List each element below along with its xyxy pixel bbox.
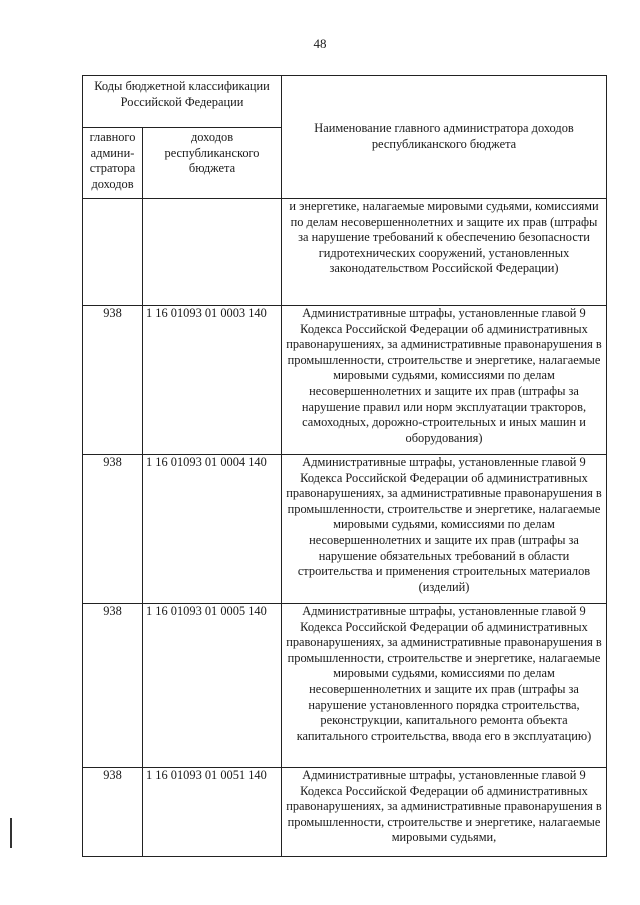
description-cell: Административные штрафы, установленные главой 9 Кодекса Российской Федерации об административных правонарушениях, за административные правонарушения в промышленности, строительстве и энергетике, налагаемые мировыми судьями, комиссиями по делам несовершеннолетних и защите их прав (штрафы за нарушение обязательных требований в области строительства и применения строительных материалов (изделий) — [282, 455, 607, 604]
table-row — [83, 768, 607, 857]
table-row — [83, 455, 607, 604]
table-row — [83, 306, 607, 455]
admin-code-cell: 938 — [83, 604, 143, 768]
table-row-continuation — [83, 199, 607, 306]
budget-classification-table — [82, 75, 607, 857]
table-row — [83, 604, 607, 768]
admin-code-cell — [83, 199, 143, 306]
revenue-code-cell: 1 16 01093 01 0051 140 — [143, 768, 282, 857]
header-administrator-name: Наименование главного администратора доходов республиканского бюджета — [282, 76, 607, 199]
scan-edge-mark — [10, 818, 12, 848]
revenue-code-cell: 1 16 01093 01 0005 140 — [143, 604, 282, 768]
page-number: 48 — [313, 36, 327, 51]
revenue-code-cell — [143, 199, 282, 306]
description-cell: Административные штрафы, установленные главой 9 Кодекса Российской Федерации об административных правонарушениях, за административные правонарушения в промышленности, строительстве и энергетике, налагаемые мировыми судьями, комиссиями по делам несовершеннолетних и защите их прав (штрафы за нарушение правил или норм эксплуатации тракторов, самоходных, дорожно-строительных и иных машин и оборудования) — [282, 306, 607, 455]
description-cell: Административные штрафы, установленные главой 9 Кодекса Российской Федерации об административных правонарушениях, за административные правонарушения в промышленности, строительстве и энергетике, налагаемые мировыми судьями, — [282, 768, 607, 857]
table-header-row — [83, 76, 607, 128]
revenue-code-cell: 1 16 01093 01 0004 140 — [143, 455, 282, 604]
description-cell: Административные штрафы, установленные главой 9 Кодекса Российской Федерации об административных правонарушениях, за административные правонарушения в промышленности, строительстве и энергетике, налагаемые мировыми судьями, комиссиями по делам несовершеннолетних и защите их прав (штрафы за нарушение установленного порядка строительства, реконструкции, капитального ремонта объекта капитального строительства, ввода его в эксплуатацию) — [282, 604, 607, 768]
admin-code-cell: 938 — [83, 306, 143, 455]
header-admin-code: главного админи-стратора доходов — [83, 128, 143, 199]
header-codes-group: Коды бюджетной классификации Российской Федерации — [83, 76, 282, 128]
admin-code-cell: 938 — [83, 768, 143, 857]
revenue-code-cell: 1 16 01093 01 0003 140 — [143, 306, 282, 455]
description-cell: и энергетике, налагаемые мировыми судьями, комиссиями по делам несовершеннолетних и защите их прав (штрафы за нарушение требований к обеспечению безопасности гидротехнических сооружений, установленных законодательством Российской Федерации) — [282, 199, 607, 306]
admin-code-cell: 938 — [83, 455, 143, 604]
header-revenue-code: доходов республиканского бюджета — [143, 128, 282, 199]
